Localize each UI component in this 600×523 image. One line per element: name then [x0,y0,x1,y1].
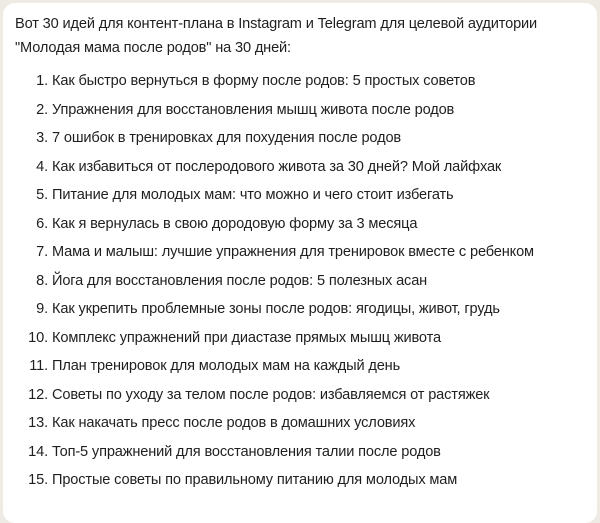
item-number: 6. [36,215,48,232]
item-text: Как я вернулась в свою дородовую форму за 3 месяца [52,215,418,232]
item-text: Комплекс упражнений при диастазе прямых мышц живота [52,329,441,346]
list-item [15,295,597,324]
assistant-message-card [3,3,597,523]
item-text: Топ-5 упражнений для восстановления талии после родов [52,443,441,460]
item-number: 13. [28,415,48,431]
item-number: 12. [28,386,48,403]
item-number: 7. [36,244,48,260]
message-intro [15,12,597,60]
item-text: Простые советы по правильному питанию для молодых мам [52,472,458,488]
list-item [15,352,597,381]
item-text: Йога для восстановления после родов: 5 полезных асан [52,272,428,289]
list-item [15,438,597,467]
item-text: Упражнения для восстановления мышц живота после родов [52,101,455,118]
list-item [15,96,597,125]
list-item [15,466,597,495]
item-number: 4. [36,158,48,175]
list-item [15,324,597,353]
intro-line-2: "Молодая мама после родов" на 30 дней: [15,40,291,56]
ideas-list [15,67,597,495]
item-number: 5. [36,187,48,203]
list-item [15,181,597,210]
list-item [15,409,597,438]
item-number: 1. [36,73,48,89]
item-number: 9. [36,301,48,317]
intro-line-1: Вот 30 идей для контент-плана в Instagram и Telegram для целевой аудитории [15,16,538,32]
item-number: 15. [28,472,48,488]
item-text: 7 ошибок в тренировках для похудения после родов [52,130,402,146]
list-item [15,238,597,267]
item-text: Питание для молодых мам: что можно и чего стоит избегать [52,187,454,203]
item-text: Как накачать пресс после родов в домашних условиях [52,415,416,431]
item-number: 3. [36,130,48,146]
item-number: 2. [36,101,48,118]
list-item [15,67,597,96]
item-text: План тренировок для молодых мам на каждый день [52,358,401,374]
list-item [15,124,597,153]
item-text: Как укрепить проблемные зоны после родов: ягодицы, живот, грудь [52,301,500,317]
item-text: Как быстро вернуться в форму после родов: 5 простых советов [52,73,476,89]
list-item [15,153,597,182]
item-number: 8. [36,272,48,289]
item-text: Мама и малыш: лучшие упражнения для тренировок вместе с ребенком [52,244,534,260]
item-text: Советы по уходу за телом после родов: избавляемся от растяжек [52,386,490,403]
list-item [15,210,597,239]
list-item [15,267,597,296]
item-number: 11. [29,358,48,374]
item-number: 10. [28,329,48,346]
item-text: Как избавиться от послеродового живота за 30 дней? Мой лайфхак [52,158,502,175]
item-number: 14. [28,443,48,460]
list-item [15,381,597,410]
